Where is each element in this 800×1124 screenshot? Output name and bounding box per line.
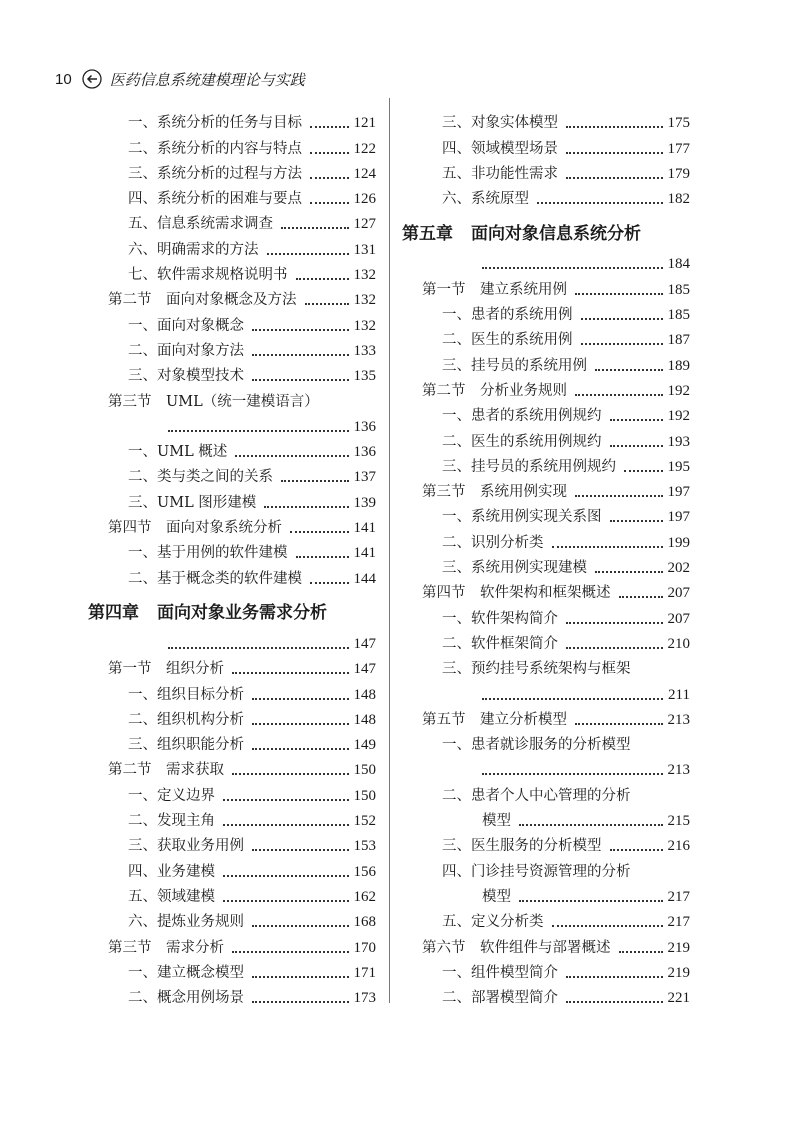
toc-entry[interactable]: 五、领域建模 162 [128, 888, 376, 905]
toc-entry[interactable]: 一、系统用例实现关系图 197 [442, 509, 690, 526]
toc-continuation[interactable]: 213 [402, 754, 690, 779]
toc-entry[interactable]: 五、非功能性需求 179 [442, 165, 690, 182]
toc-continuation[interactable]: 136 [88, 411, 376, 436]
toc-section[interactable]: 第四节 软件架构和框架概述 207 [422, 585, 690, 602]
toc-entry[interactable]: 二、部署模型简介 221 [442, 990, 690, 1007]
toc-section[interactable]: 第四节 面向对象系统分析 141 [108, 520, 376, 537]
toc-entry[interactable]: 二、面向对象方法 133 [128, 342, 376, 359]
toc-section[interactable]: 第二节 面向对象概念及方法 132 [108, 292, 376, 309]
toc-section[interactable]: 第二节 分析业务规则 192 [422, 382, 690, 399]
toc-entry[interactable]: 三、UML 图形建模 139 [128, 494, 376, 511]
toc-entry[interactable]: 一、UML 概述 136 [128, 444, 376, 461]
column-divider [389, 98, 390, 1003]
toc-entry[interactable]: 三、获取业务用例 153 [128, 838, 376, 855]
toc-entry[interactable]: 六、提炼业务规则 168 [128, 914, 376, 931]
toc-section[interactable]: 第六节 软件组件与部署概述 219 [422, 939, 690, 956]
toc-entry[interactable]: 二、患者个人中心管理的分析 [442, 787, 631, 804]
toc-entry[interactable]: 六、明确需求的方法 131 [128, 241, 376, 258]
toc-entry[interactable]: 一、组件模型简介 219 [442, 964, 690, 981]
toc-section[interactable]: 第三节 需求分析 170 [108, 939, 376, 956]
toc-entry[interactable]: 三、系统分析的过程与方法 124 [128, 165, 376, 182]
toc-entry[interactable]: 一、组织目标分析 148 [128, 686, 376, 703]
toc-continuation[interactable]: 184 [402, 248, 690, 273]
toc-entry[interactable]: 四、系统分析的困难与要点 126 [128, 191, 376, 208]
toc-entry[interactable]: 二、医生的系统用例 187 [442, 332, 690, 349]
toc-entry[interactable]: 二、概念用例场景 173 [128, 990, 376, 1007]
toc-entry[interactable]: 二、识别分析类 199 [442, 534, 690, 551]
toc-section[interactable]: 第一节 建立系统用例 185 [422, 281, 690, 298]
toc-entry[interactable]: 二、组织机构分析 148 [128, 711, 376, 728]
toc-entry[interactable]: 二、类与类之间的关系 137 [128, 469, 376, 486]
toc-entry[interactable]: 二、基于概念类的软件建模 144 [128, 570, 376, 587]
toc-entry[interactable]: 二、系统分析的内容与特点 122 [128, 140, 376, 157]
toc-entry[interactable]: 四、门诊挂号资源管理的分析 [442, 863, 631, 880]
toc-chapter-heading[interactable]: 第四章 面向对象业务需求分析 [88, 603, 327, 624]
toc-section[interactable]: 第二节 需求获取 150 [108, 762, 376, 779]
toc-entry[interactable]: 一、患者的系统用例 185 [442, 307, 690, 324]
toc-section[interactable]: 第三节 系统用例实现 197 [422, 484, 690, 501]
page-number: 10 [55, 70, 72, 88]
toc-continuation[interactable]: 211 [402, 678, 690, 703]
toc-entry[interactable]: 三、对象实体模型 175 [442, 115, 690, 132]
toc-entry[interactable]: 三、预约挂号系统架构与框架 [442, 661, 631, 678]
toc-entry[interactable]: 二、软件框架简介 210 [442, 635, 690, 652]
toc-continuation[interactable]: 模型 217 [482, 888, 690, 905]
toc-entry[interactable]: 三、对象模型技术 135 [128, 368, 376, 385]
toc-entry[interactable]: 一、建立概念模型 171 [128, 964, 376, 981]
toc-entry[interactable]: 三、挂号员的系统用例规约 195 [442, 458, 690, 475]
toc-entry[interactable]: 一、患者就诊服务的分析模型 [442, 737, 631, 754]
page-header [55, 66, 305, 92]
back-arrow-icon [82, 69, 102, 89]
toc-section[interactable]: 第三节 UML（统一建模语言） [108, 393, 319, 410]
toc-entry[interactable]: 一、系统分析的任务与目标 121 [128, 115, 376, 132]
toc-entry[interactable]: 七、软件需求规格说明书 132 [128, 267, 376, 284]
toc-entry[interactable]: 五、信息系统需求调查 127 [128, 216, 376, 233]
toc-entry[interactable]: 四、业务建模 156 [128, 863, 376, 880]
toc-chapter-heading[interactable]: 第五章 面向对象信息系统分析 [402, 223, 641, 244]
toc-entry[interactable]: 二、发现主角 152 [128, 813, 376, 830]
toc-section[interactable]: 第五节 建立分析模型 213 [422, 711, 690, 728]
toc-continuation[interactable]: 模型 215 [482, 813, 690, 830]
toc-entry[interactable]: 一、患者的系统用例规约 192 [442, 408, 690, 425]
toc-entry[interactable]: 三、挂号员的系统用例 189 [442, 357, 690, 374]
toc-entry[interactable]: 三、组织职能分析 149 [128, 737, 376, 754]
toc-entry[interactable]: 六、系统原型 182 [442, 191, 690, 208]
toc-entry[interactable]: 二、医生的系统用例规约 193 [442, 433, 690, 450]
toc-entry[interactable]: 三、医生服务的分析模型 216 [442, 838, 690, 855]
toc-right-column [402, 107, 690, 1007]
toc-continuation[interactable]: 147 [88, 628, 376, 653]
toc-left-column [88, 107, 376, 1007]
book-title: 医药信息系统建模理论与实践 [109, 72, 305, 89]
toc-entry[interactable]: 一、定义边界 150 [128, 787, 376, 804]
toc-entry[interactable]: 四、领域模型场景 177 [442, 140, 690, 157]
toc-entry[interactable]: 五、定义分析类 217 [442, 914, 690, 931]
toc-entry[interactable]: 一、面向对象概念 132 [128, 317, 376, 334]
toc-entry[interactable]: 一、基于用例的软件建模 141 [128, 545, 376, 562]
toc-entry[interactable]: 一、软件架构简介 207 [442, 610, 690, 627]
toc-section[interactable]: 第一节 组织分析 147 [108, 661, 376, 678]
toc-entry[interactable]: 三、系统用例实现建模 202 [442, 560, 690, 577]
